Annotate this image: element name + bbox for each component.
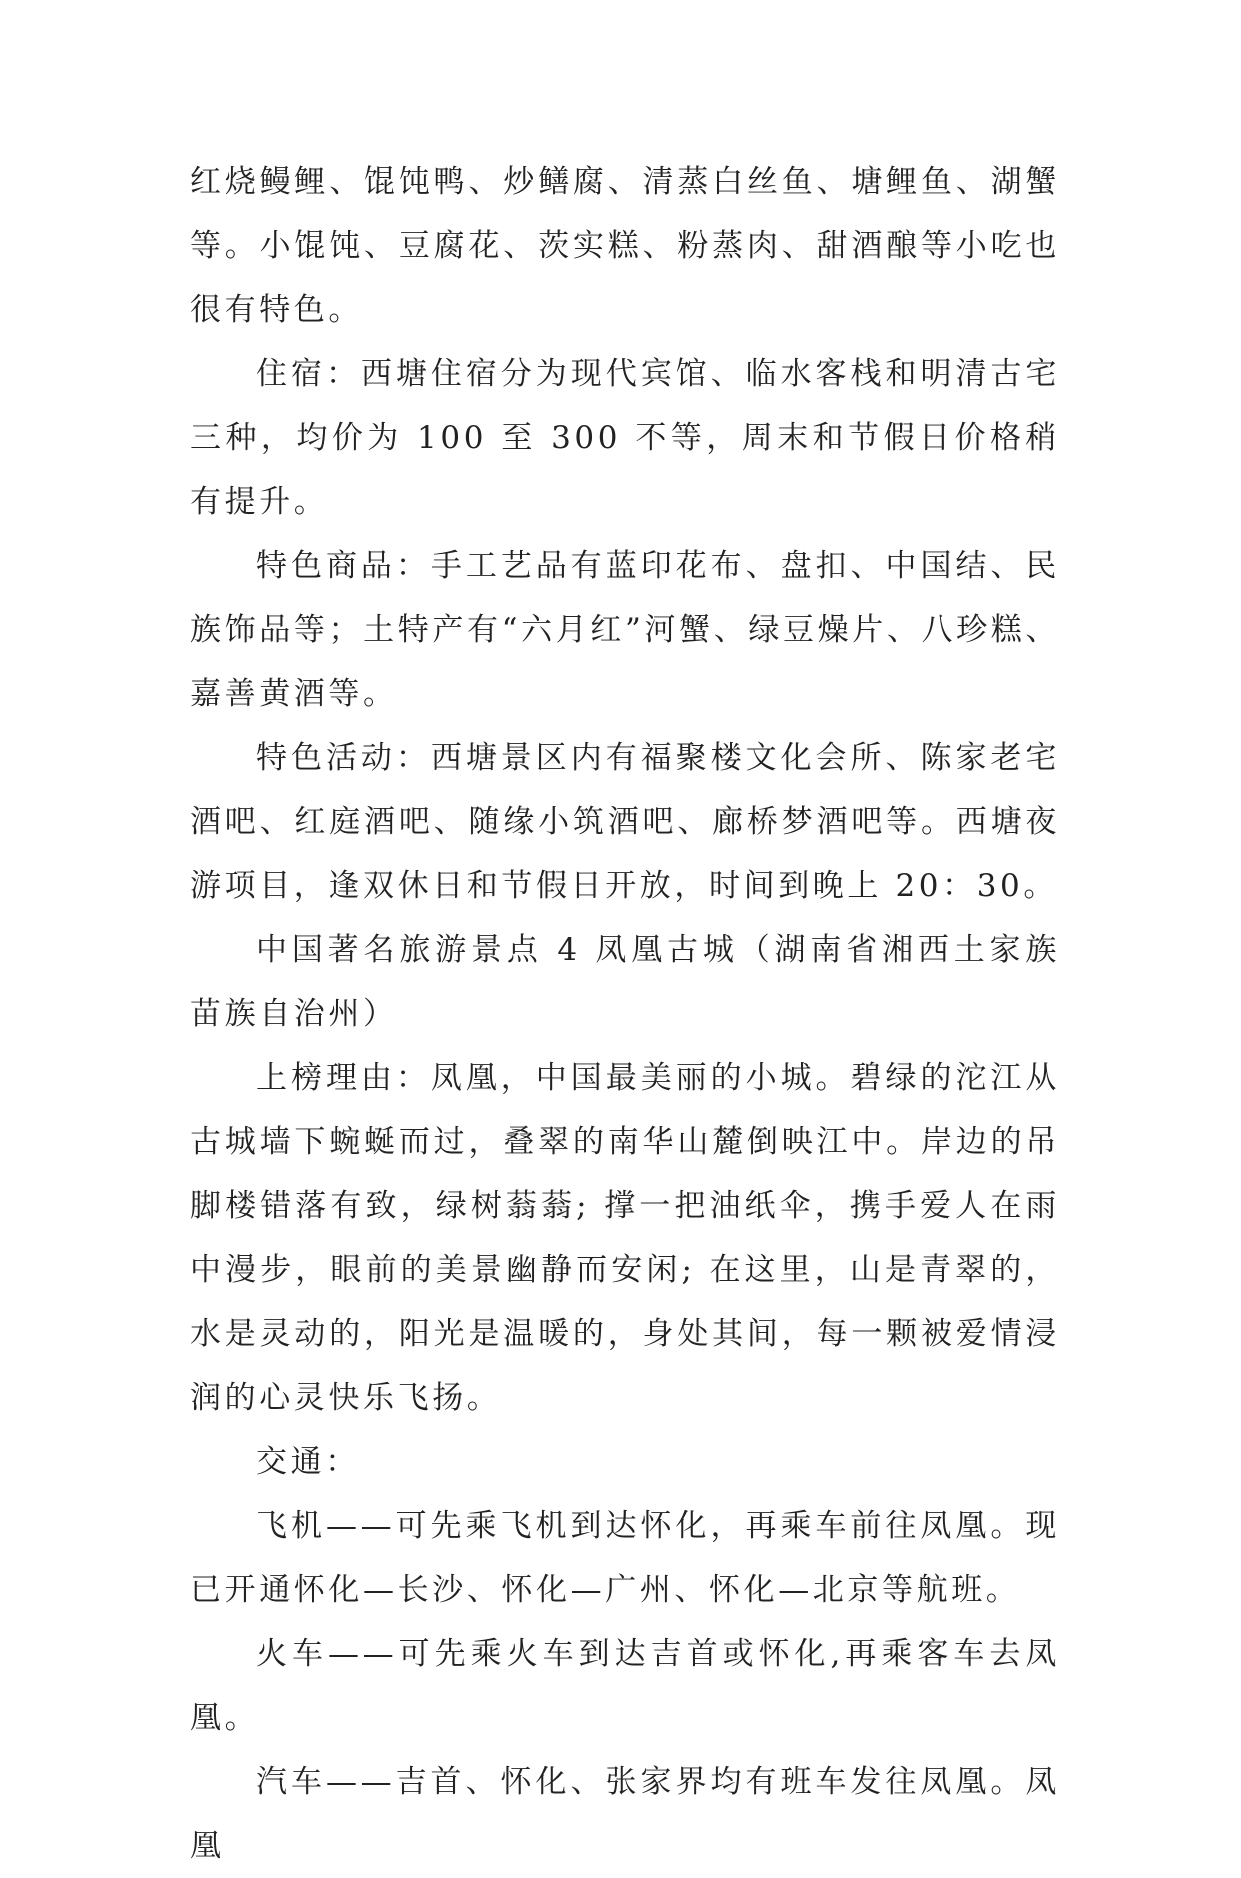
paragraph-reason: 上榜理由：凤凰，中国最美丽的小城。碧绿的沱江从古城墙下蜿蜒而过，叠翠的南华山麓倒映江中。岸边的吊脚楼错落有致，绿树蓊蓊; 撑一把油纸伞，携手爱人在雨中漫步，眼前的美景幽静而安闲; 在这里，山是青翠的，水是灵动的，阳光是温暖的，身处其间，每一颗被爱情浸润的心灵快乐飞扬。: [190, 1060, 1060, 1416]
paragraph-transport-heading: 交通：: [256, 1444, 360, 1480]
paragraph-activities: 特色活动：西塘景区内有福聚楼文化会所、陈家老宅酒吧、红庭酒吧、随缘小筑酒吧、廊桥梦酒吧等。西塘夜游项目，逢双休日和节假日开放，时间到晚上 20：30。: [190, 740, 1060, 904]
paragraph-train: 火车——可先乘火车到达吉首或怀化,再乘客车去凤凰。: [190, 1636, 1060, 1736]
paragraph-plane: 飞机——可先乘飞机到达怀化，再乘车前往凤凰。现已开通怀化—长沙、怀化—广州、怀化—北京等航班。: [190, 1508, 1060, 1608]
paragraph-lodging: 住宿：西塘住宿分为现代宾馆、临水客栈和明清古宅三种，均价为 100 至 300 不等，周末和节假日价格稍有提升。: [190, 356, 1060, 520]
body-text: [190, 150, 1060, 1878]
paragraph-spot-heading: 中国著名旅游景点 4 凤凰古城（湖南省湘西土家族苗族自治州）: [190, 932, 1060, 1032]
paragraph-food-continued: 红烧鳗鲤、馄饨鸭、炒鳝腐、清蒸白丝鱼、塘鲤鱼、湖蟹等。小馄饨、豆腐花、茨实糕、粉蒸肉、甜酒酿等小吃也很有特色。: [190, 164, 1060, 328]
paragraph-goods: 特色商品：手工艺品有蓝印花布、盘扣、中国结、民族饰品等；土特产有“六月红”河蟹、绿豆燥片、八珍糕、嘉善黄酒等。: [190, 548, 1060, 712]
paragraph-bus: 汽车——吉首、怀化、张家界均有班车发往凤凰。凤凰: [190, 1764, 1060, 1864]
